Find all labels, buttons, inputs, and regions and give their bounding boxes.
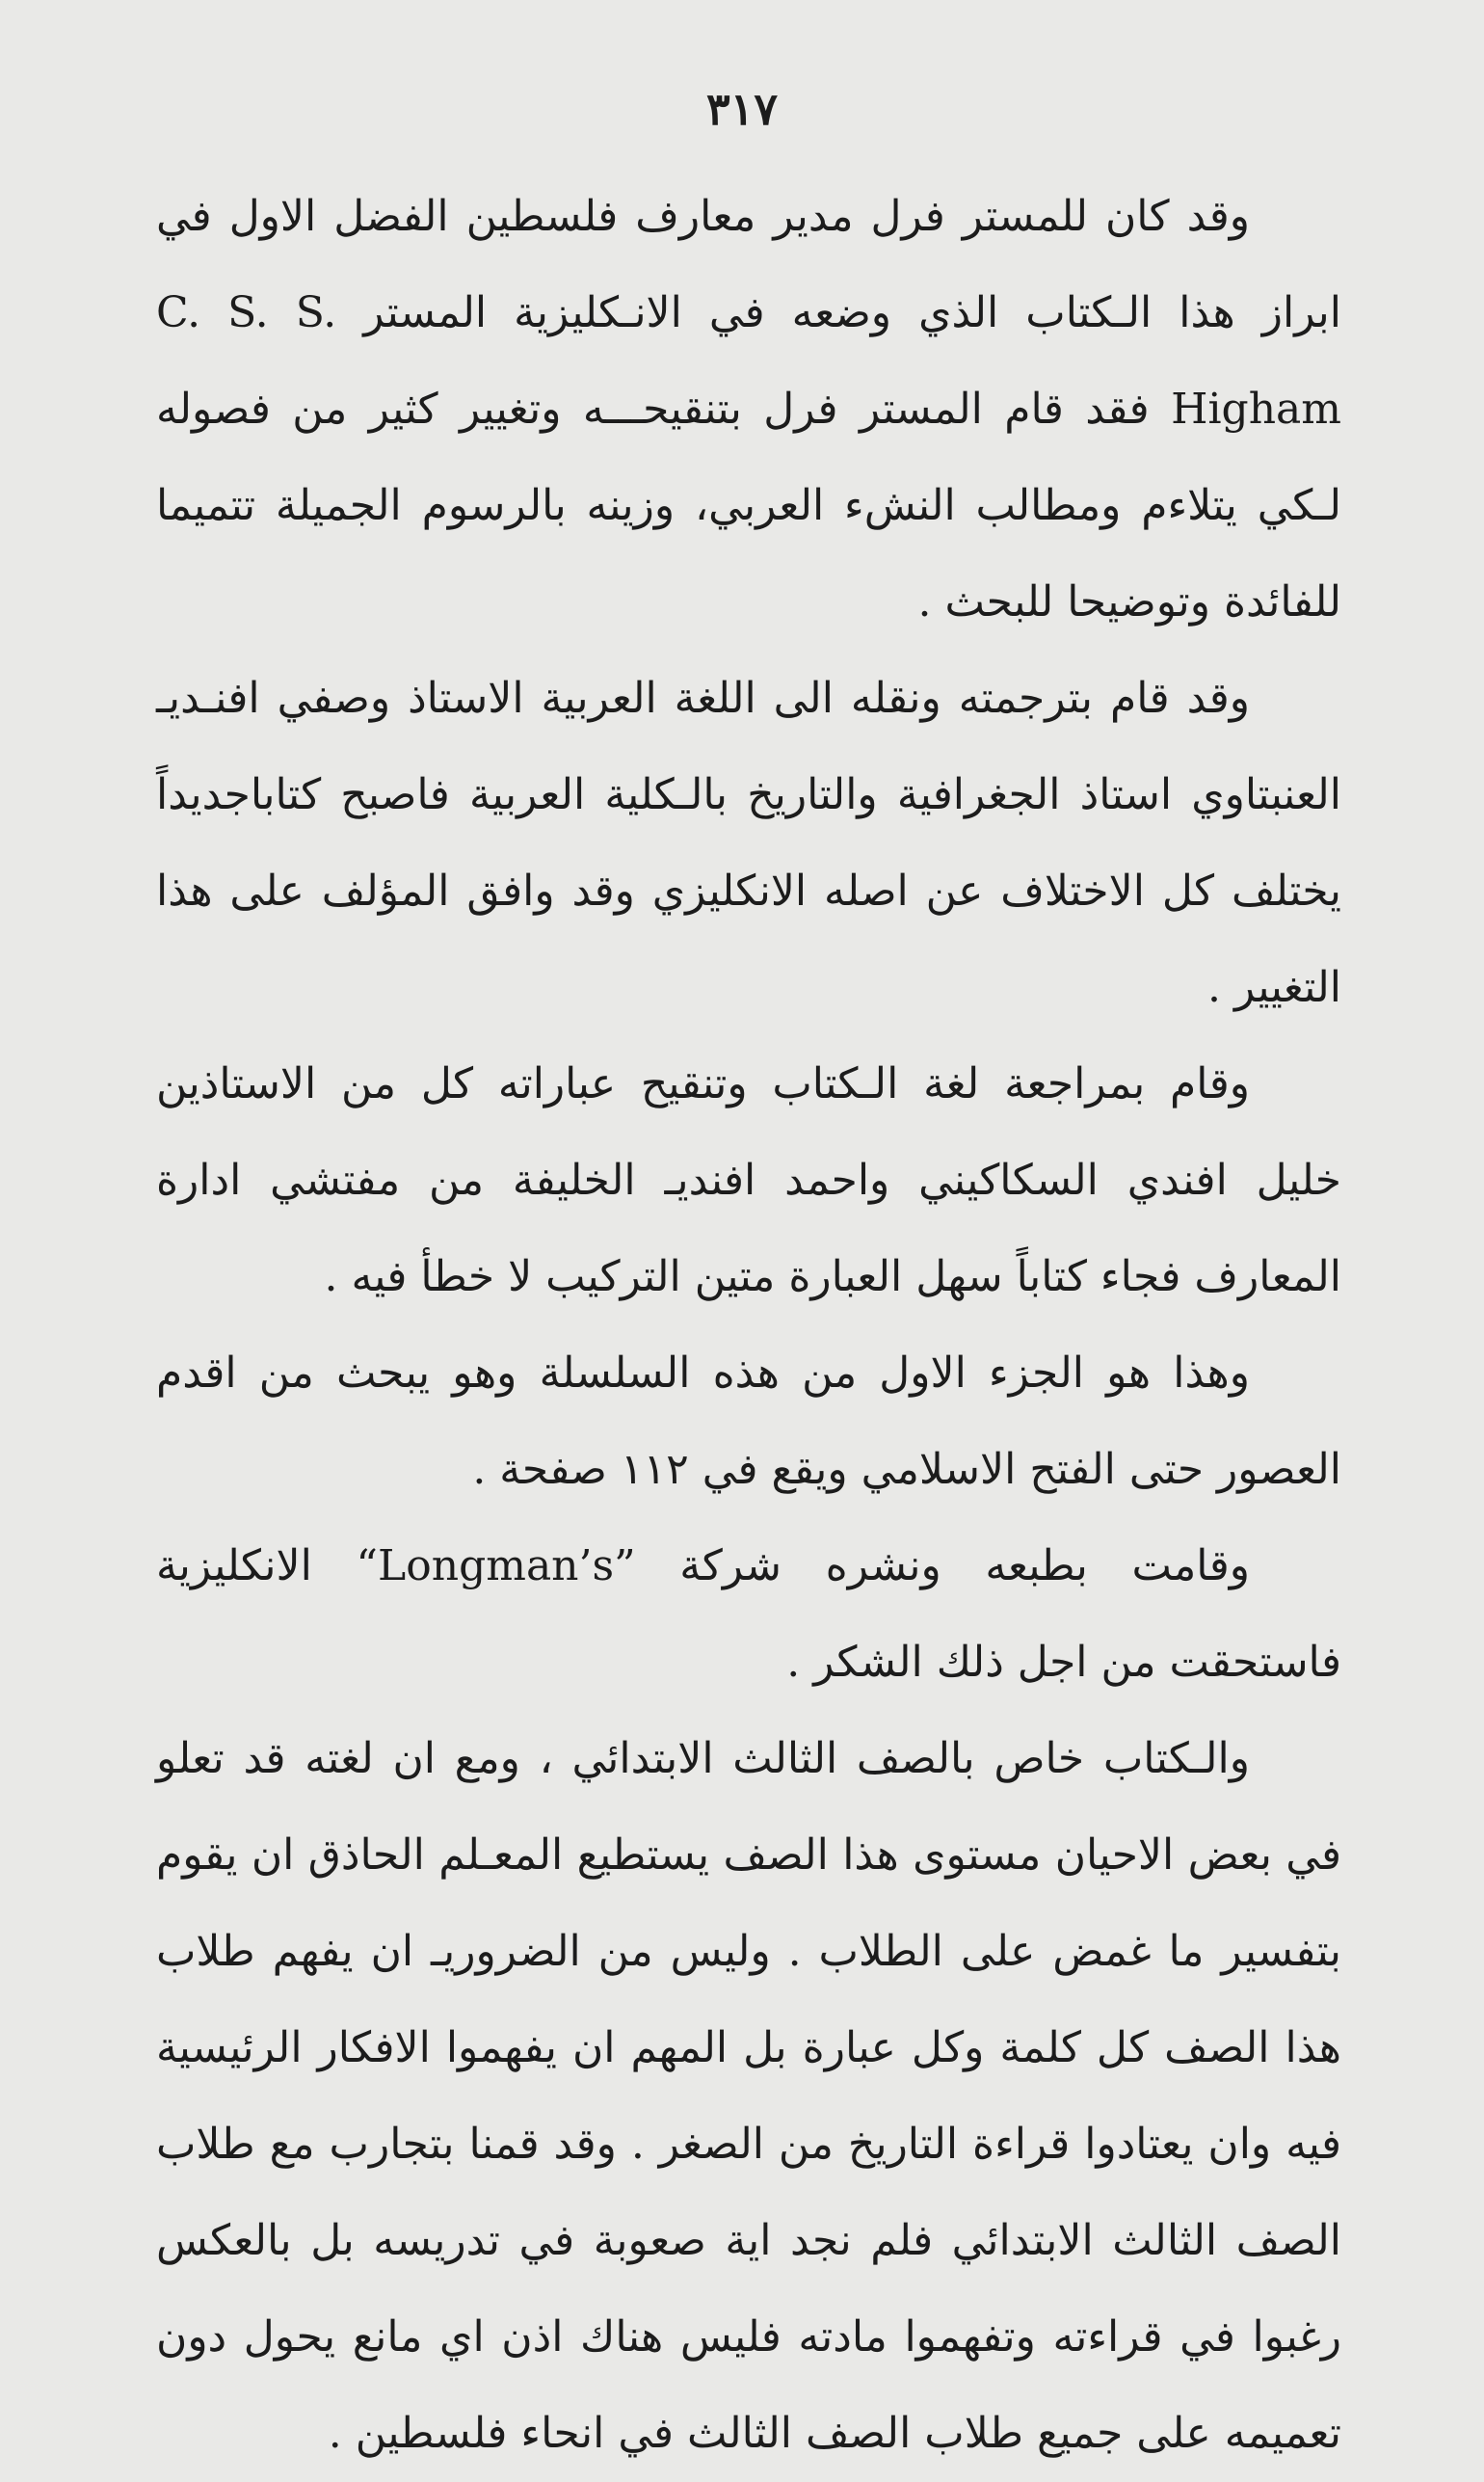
page-number: ٣١٧ <box>705 83 779 135</box>
paragraph-3: وقام بمراجعة لغة الـكتاب وتنقيح عباراته كل من الاستاذين خليل افندي السكاكيني واحمد افنديـ الخليفة من مفتشي ادارة المعارف فجاء كتاباً سهل العبارة متين التركيب لا خطأ فيه . <box>156 1059 1341 1301</box>
paragraph-6: والـكتاب خاص بالصف الثالث الابتدائي ، ومع ان لغته قد تعلو في بعض الاحيان مستوى هذا الصف يستطيع المعـلم الحاذق ان يقوم بتفسير ما غمض على الطلاب . وليس من الضروريـ ان يفهم طلاب هذا الصف كل كلمة وكل عبارة بل المهم ان يفهموا الافكار الرئيسية فيه وان يعتادوا قراءة التاريخ من الصغر . وقد قمنا بتجارب مع طلاب الصف الثالث الابتدائي فلم نجد اية صعوبة في تدريسه بل بالعكس رغبوا في قراءته وتفهموا مادته فليس هناك اذن اي مانع يحول دون تعميمه على جميع طلاب الصف الثالث في انحاء فلسطين . <box>156 1734 1341 2458</box>
paragraph-4: وهذا هو الجزء الاول من هذه السلسلة وهو يبحث من اقدم العصور حتى الفتح الاسلامي ويقع في ١١٢ صفحة . <box>156 1348 1341 1494</box>
paragraph-2: وقد قام بترجمته ونقله الى اللغة العربية الاستاذ وصفي افنـديـ العنبتاوي استاذ الجغرافية والتاريخ بالـكلية العربية فاصبح كتاباجديداً يختلف كل الاختلاف عن اصله الانكليزي وقد وافق المؤلف على هذا التغيير . <box>156 674 1341 1012</box>
paragraph-1: وقد كان للمستر فرل مدير معارف فلسطين الفضل الاول في ابراز هذا الـكتاب الذي وضعه في الانـكليزية المستر C. S. S. Higham فقد قام المستر فرل بتنقيحـــه وتغيير كثير من فصوله لـكي يتلاءم ومطالب النشء العربي، وزينه بالرسوم الجميلة تتميما للفائدة وتوضيحا للبحث . <box>156 192 1341 627</box>
paragraph-5: وقامت بطبعه ونشره شركة ”Longman’s“ الانكليزية فاستحقت من اجل ذلك الشكر . <box>156 1541 1341 1687</box>
body-text <box>156 169 1341 2482</box>
